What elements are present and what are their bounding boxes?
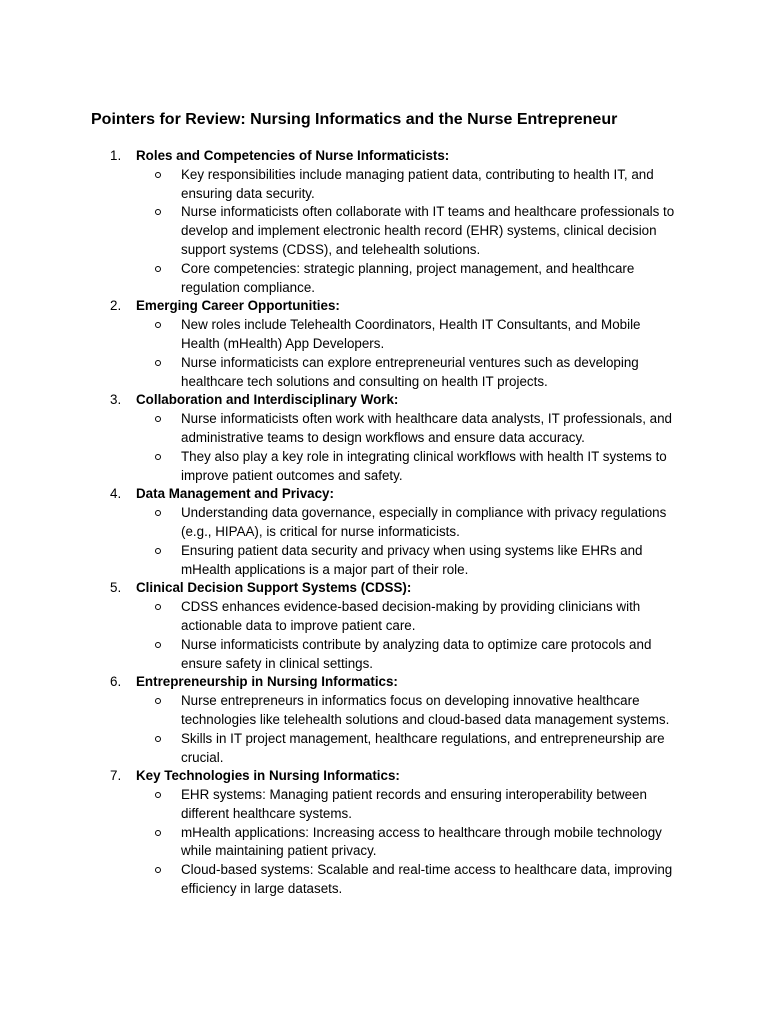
hollow-circle-bullet-icon: [155, 698, 161, 704]
hollow-circle-bullet-icon: [155, 548, 161, 554]
bullet-item: [155, 260, 676, 298]
bullet-item: [155, 166, 676, 204]
bullet-item: [155, 730, 676, 768]
hollow-circle-bullet-icon: [155, 736, 161, 742]
bullet-item: [155, 636, 676, 674]
section-number: 5.: [110, 580, 122, 596]
section-number: 3.: [110, 392, 122, 408]
hollow-circle-bullet-icon: [155, 360, 161, 366]
bullet-text: Cloud-based systems: Scalable and real-time access to healthcare data, improving efficiency in large datasets.: [181, 862, 673, 897]
section-item: [110, 673, 690, 767]
bullet-item: [155, 354, 676, 392]
bullet-text: They also play a key role in integrating clinical workflows with health IT systems to improve patient outcomes and safety.: [181, 448, 667, 483]
hollow-circle-bullet-icon: [155, 604, 161, 610]
bullet-list: [155, 504, 709, 579]
bullet-text: Ensuring patient data security and privacy when using systems like EHRs and mHealth applications is a major part of their role.: [181, 542, 643, 577]
bullet-item: [155, 824, 676, 862]
bullet-item: [155, 448, 676, 486]
section-heading: Collaboration and Interdisciplinary Work:: [136, 392, 399, 408]
hollow-circle-bullet-icon: [155, 209, 161, 215]
bullet-item: [155, 861, 676, 899]
bullet-list: [155, 410, 709, 485]
section-heading: Clinical Decision Support Systems (CDSS):: [136, 580, 412, 596]
bullet-list: [155, 786, 709, 899]
bullet-item: [155, 410, 676, 448]
section-heading: Roles and Competencies of Nurse Informaticists:: [136, 148, 450, 163]
bullet-text: Key responsibilities include managing patient data, contributing to health IT, and ensuring data security.: [181, 166, 654, 201]
bullet-list: [155, 166, 709, 298]
hollow-circle-bullet-icon: [155, 172, 161, 178]
section-item: [110, 485, 690, 579]
bullet-text: Core competencies: strategic planning, project management, and healthcare regulation compliance.: [181, 260, 635, 295]
bullet-item: [155, 542, 676, 580]
bullet-text: Nurse informaticists often work with healthcare data analysts, IT professionals, and administrative teams to design workflows and ensure data accuracy.: [181, 411, 672, 445]
section-number: 1.: [110, 148, 122, 163]
bullet-text: New roles include Telehealth Coordinators, Health IT Consultants, and Mobile Health (mHealth) App Developers.: [181, 317, 641, 351]
bullet-item: [155, 598, 676, 636]
bullet-text: EHR systems: Managing patient records and ensuring interoperability between different healthcare systems.: [181, 787, 647, 821]
bullet-item: [155, 203, 676, 259]
section-heading: Data Management and Privacy:: [136, 486, 334, 502]
hollow-circle-bullet-icon: [155, 792, 161, 798]
bullet-text: Skills in IT project management, healthcare regulations, and entrepreneurship are crucial.: [181, 730, 665, 765]
bullet-item: [155, 316, 676, 354]
bullet-list: [155, 316, 709, 391]
bullet-text: mHealth applications: Increasing access to healthcare through mobile technology while maintaining patient privacy.: [181, 824, 662, 859]
section-number: 2.: [110, 298, 122, 314]
section-item: [110, 391, 690, 485]
bullet-list: [155, 598, 709, 673]
hollow-circle-bullet-icon: [155, 510, 161, 516]
section-heading: Entrepreneurship in Nursing Informatics:: [136, 674, 398, 690]
hollow-circle-bullet-icon: [155, 830, 161, 836]
hollow-circle-bullet-icon: [155, 416, 161, 422]
section-heading: Emerging Career Opportunities:: [136, 298, 340, 314]
section-list: [110, 147, 690, 899]
hollow-circle-bullet-icon: [155, 266, 161, 272]
hollow-circle-bullet-icon: [155, 454, 161, 460]
section-item: [110, 297, 690, 391]
bullet-text: Nurse entrepreneurs in informatics focus on developing innovative healthcare technologies like telehealth solutions and cloud-based data management systems.: [181, 693, 670, 727]
bullet-text: CDSS enhances evidence-based decision-making by providing clinicians with actionable data to improve patient care.: [181, 599, 641, 633]
bullet-text: Nurse informaticists contribute by analyzing data to optimize care protocols and ensure safety in clinical settings.: [181, 636, 652, 671]
bullet-text: Nurse informaticists can explore entrepreneurial ventures such as developing healthcare tech solutions and consulting on health IT projects.: [181, 354, 639, 389]
section-heading: Key Technologies in Nursing Informatics:: [136, 768, 400, 784]
section-item: [110, 767, 690, 899]
section-item: [110, 147, 690, 297]
hollow-circle-bullet-icon: [155, 322, 161, 328]
hollow-circle-bullet-icon: [155, 867, 161, 873]
section-number: 4.: [110, 486, 122, 502]
section-number: 6.: [110, 674, 122, 690]
bullet-item: [155, 786, 676, 824]
bullet-item: [155, 692, 676, 730]
bullet-item: [155, 504, 676, 542]
section-item: [110, 579, 690, 673]
bullet-text: Nurse informaticists often collaborate with IT teams and healthcare professionals to develop and implement electronic health record (EHR) systems, clinical decision support systems (CDSS), and telehealth solutions.: [181, 204, 675, 257]
document-title: Pointers for Review: Nursing Informatics and the Nurse Entrepreneur: [91, 111, 618, 128]
section-number: 7.: [110, 768, 122, 784]
bullet-list: [155, 692, 709, 767]
hollow-circle-bullet-icon: [155, 642, 161, 648]
bullet-text: Understanding data governance, especially in compliance with privacy regulations (e.g., HIPAA), is critical for nurse informaticists.: [181, 505, 667, 539]
